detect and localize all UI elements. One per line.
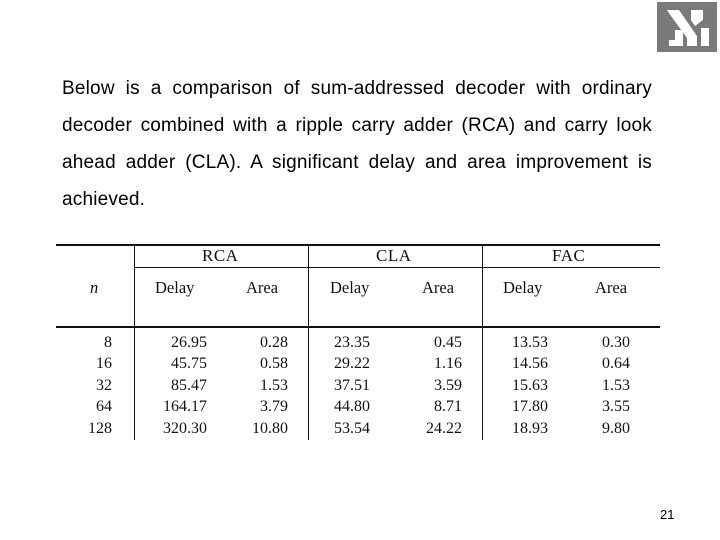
table-cell-n: 32 xyxy=(96,376,112,394)
table-cell-rca-area: 3.79 xyxy=(260,398,288,416)
table-cell-rca-delay: 164.17 xyxy=(163,398,207,416)
table-cell-fac-delay: 13.53 xyxy=(512,334,548,351)
body-paragraph: Below is a comparison of sum-addressed decoder with ordinary decoder combined with a ripple carry adder (RCA) and carry look ahead adder (CLA). A significant delay and area improvement is achieved. xyxy=(62,78,652,210)
table-cell-fac-area: 0.64 xyxy=(602,355,630,373)
table-cell-cla-delay: 37.51 xyxy=(334,376,370,394)
subheader-fac-area: Area xyxy=(595,278,628,297)
comparison-table xyxy=(56,240,660,442)
table-cell-cla-area: 3.59 xyxy=(434,376,462,394)
header-bottom-rule xyxy=(56,326,660,328)
group-header-cla: CLA xyxy=(376,246,412,265)
table-cell-fac-delay: 18.93 xyxy=(512,419,548,437)
table-cell-cla-area: 0.45 xyxy=(434,334,462,351)
group-header-rule xyxy=(134,267,660,268)
table-cell-n: 8 xyxy=(104,334,112,351)
table-cell-cla-area: 8.71 xyxy=(434,398,462,416)
subheader-rca-delay: Delay xyxy=(155,278,195,297)
table-cell-rca-area: 10.80 xyxy=(252,419,288,437)
table-cell-fac-area: 0.30 xyxy=(602,334,630,351)
table-cell-cla-delay: 29.22 xyxy=(334,355,370,373)
subheader-cla-area: Area xyxy=(422,278,455,297)
table-cell-fac-delay: 14.56 xyxy=(512,355,548,373)
table-cell-n: 16 xyxy=(96,355,112,373)
table-cell-rca-area: 0.28 xyxy=(260,334,288,351)
table-cell-cla-delay: 53.54 xyxy=(334,419,370,437)
table-cell-cla-area: 24.22 xyxy=(426,419,462,437)
table-cell-rca-area: 0.58 xyxy=(260,355,288,373)
table-cell-rca-delay: 45.75 xyxy=(171,355,207,373)
page-number: 21 xyxy=(660,507,675,522)
subheader-cla-delay: Delay xyxy=(330,278,370,297)
table-cell-fac-area: 1.53 xyxy=(602,376,630,394)
table-cell-fac-delay: 15.63 xyxy=(512,376,548,394)
table-cell-fac-delay: 17.80 xyxy=(512,398,548,416)
institution-logo xyxy=(657,2,717,52)
table-cell-fac-area: 9.80 xyxy=(602,419,630,437)
table-cell-cla-delay: 23.35 xyxy=(334,334,370,351)
table-cell-cla-delay: 44.80 xyxy=(334,398,370,416)
table-cell-n: 64 xyxy=(96,398,112,416)
subheader-rca-area: Area xyxy=(246,278,279,297)
group-header-fac: FAC xyxy=(552,246,586,265)
table-cell-rca-delay: 85.47 xyxy=(171,376,207,394)
group-header-rca: RCA xyxy=(202,246,239,265)
n-header: n xyxy=(90,278,99,297)
column-divider xyxy=(308,244,309,440)
table-cell-n: 128 xyxy=(88,419,112,437)
subheader-fac-delay: Delay xyxy=(503,278,543,297)
table-cell-cla-area: 1.16 xyxy=(434,355,462,373)
column-divider xyxy=(482,244,483,440)
column-divider xyxy=(134,244,135,440)
table-cell-rca-delay: 26.95 xyxy=(171,334,207,351)
table-cell-rca-area: 1.53 xyxy=(260,376,288,394)
table-cell-rca-delay: 320.30 xyxy=(163,419,207,437)
table-cell-fac-area: 3.55 xyxy=(602,398,630,416)
